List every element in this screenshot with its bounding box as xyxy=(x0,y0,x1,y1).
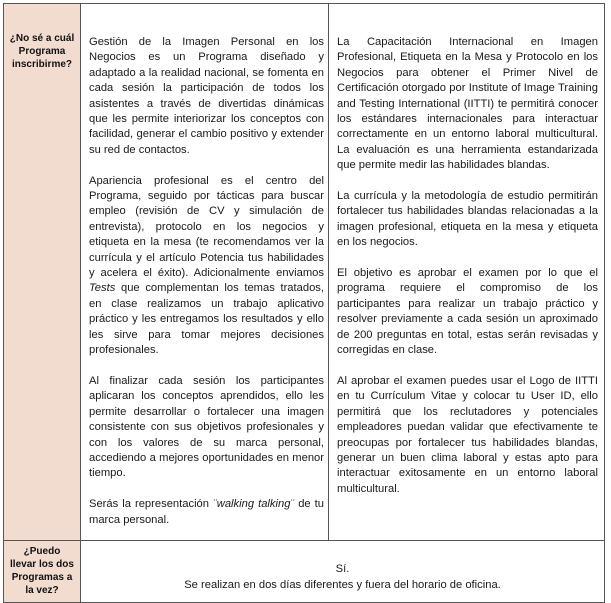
row-label-which-program xyxy=(4,4,81,540)
table-row-both-programs xyxy=(4,541,604,602)
table-row-which-program xyxy=(4,4,604,541)
answer-line: Se realizan en dos días diferentes y fuera del horario de oficina. xyxy=(184,578,501,591)
row-label-line: inscribirme? xyxy=(11,59,73,70)
row-label-line: la vez? xyxy=(25,585,59,596)
faq-table xyxy=(3,3,605,603)
paragraph: Al aprobar el examen puedes usar el Logo de IITTI en tu Currículum Vitae y colocar tu User ID, ello permitirá que los reclutadores y potenciales empleadores puedan validar que efectivamente te preocupas por fortalecer tus habilidades blandas, generar un buen clima laboral y estas apto para interactuar exitosamente en un entorno laboral multicultural. xyxy=(337,374,598,495)
paragraph: Gestión de la Imagen Personal en los Negocios es un Programa diseñado y adaptado a la realidad nacional, se fomenta en cada sesión la participación de todos los asistentes a través de divertidas dinámicas que les permite interiorizar los conceptos con facilidad, generar el cambio positivo y extender su red de contactos. xyxy=(89,36,324,156)
row-label-line: ¿Puedo xyxy=(23,546,61,557)
row-label-line: Programa xyxy=(18,46,66,57)
row-label-line: ¿No sé a cuál xyxy=(9,33,75,44)
row-label-both-programs xyxy=(4,541,81,602)
paragraph: La currícula y la metodología de estudio permitirán fortalecer tus habilidades blandas relacionadas a la imagen profesional, etiqueta en la mesa y etiqueta en los negocios. xyxy=(337,190,598,249)
paragraph: Serás la representación ¨walking talking¨ de tu marca personal. xyxy=(89,498,325,526)
program-image-personal-column xyxy=(81,4,329,540)
paragraph: Apariencia profesional es el centro del Programa, seguido por tácticas para buscar empleo (revisión de CV y simulación de entrevista), protocolo en los negocios y etiqueta en la mesa (te recomendamos ver la currícula y el artículo Potencia tus habilidades y acelera el éxito). Adicionalmente enviamos Tests que complementan los temas tratados, en clase realizamos un trabajo aplicativo práctico y les entregamos los resultados y ello les sirve para tomar mejores decisiones profesionales. xyxy=(89,174,324,357)
answer-line: Sí. xyxy=(335,563,350,575)
paragraph: Al finalizar cada sesión los participantes aplicaran los conceptos aprendidos, ello les permite desarrollar o fortalecer una imagen consistente con sus objetivos profesionales y con los valores de su marca personal, accediendo a mejores oportunidades en menor tiempo. xyxy=(89,374,324,480)
paragraph: El objetivo es aprobar el examen por lo que el programa requiere el compromiso de los participantes para realizar un trabajo práctico y resolver previamente a cada sesión un aproximado de 200 preguntas en total, estas serán revisadas y corregidas en clase. xyxy=(337,267,598,357)
paragraph: La Capacitación Internacional en Imagen Profesional, Etiqueta en la Mesa y Protocolo en los Negocios para obtener el Primer Nivel de Certificación otorgado por Institute of Image Training and Testing International (IITTI) te permitirá conocer los estándares internacionales para interactuar correctamente en un entorno laboral multicultural. La evaluación es una herramienta estandarizada que permite medir las habilidades blandas. xyxy=(337,36,598,172)
answer-cell xyxy=(81,541,604,602)
program-certification-column xyxy=(329,4,604,540)
row-label-line: Programas a xyxy=(11,572,73,583)
row-label-line: llevar los dos xyxy=(10,559,74,570)
